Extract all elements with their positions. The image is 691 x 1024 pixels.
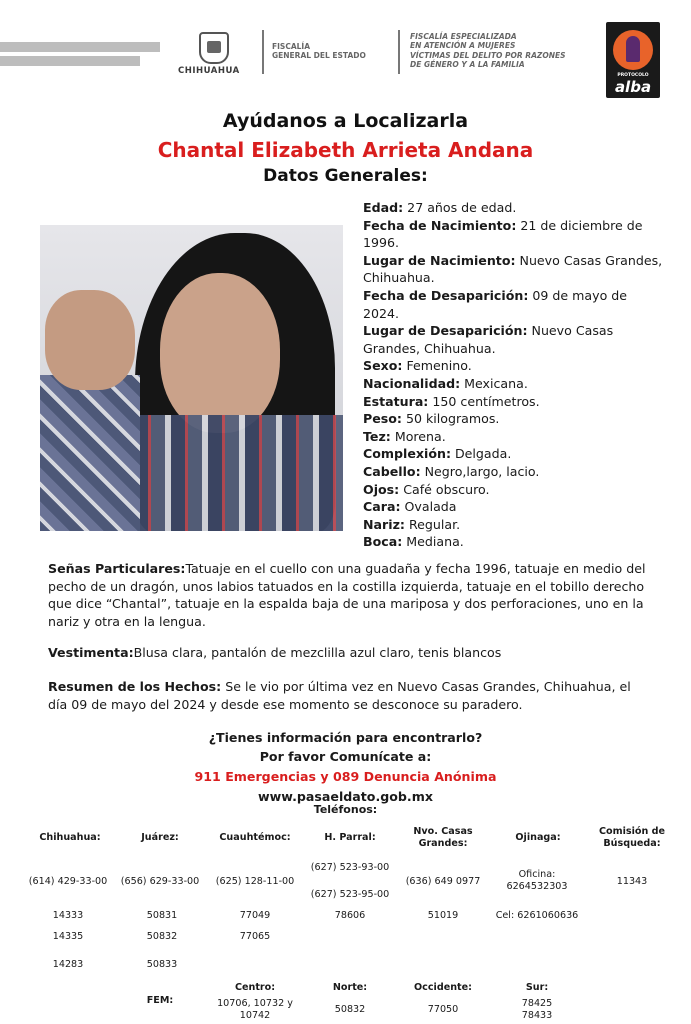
phone-header-ojinaga: Ojinaga: xyxy=(515,832,561,843)
chihuahua-shield-icon xyxy=(199,32,229,64)
phone-header-comision: Comisión de Búsqueda: xyxy=(598,826,666,849)
divider xyxy=(398,30,400,74)
general-data-row: Nacionalidad: Mexicana. xyxy=(363,375,528,391)
phone-juarez: (656) 629-33-00 xyxy=(120,876,200,887)
general-data-row: Cabello: Negro,largo, lacio. xyxy=(363,463,540,479)
ojinaga-cel: Cel: 6261060636 xyxy=(495,910,579,921)
general-data-row: Nariz: Regular. xyxy=(363,516,461,532)
general-data-row: Boca: Mediana. xyxy=(363,534,464,550)
ext-chihuahua: 14333 xyxy=(52,910,84,921)
header-stripe xyxy=(0,56,140,66)
phones-title: Teléfonos: xyxy=(313,803,378,816)
fiscalia-especializada-text: FISCALÍA ESPECIALIZADA EN ATENCIÓN A MUJERES VÍCTIMAS DEL DELITO POR RAZONES DE GÉNERO Y A LA FAMILIA xyxy=(410,32,566,70)
general-data-row: Estatura: 150 centímetros. xyxy=(363,393,540,409)
general-data-row: Edad: 27 años de edad. xyxy=(363,200,517,215)
fem-norte: 50832 xyxy=(334,1004,366,1015)
fem-header-occidente: Occidente: xyxy=(414,982,472,993)
general-data-list xyxy=(363,199,663,551)
phone-cuauhtemoc: (625) 128-11-00 xyxy=(215,876,295,887)
missing-person-name: Chantal Elizabeth Arrieta Andana xyxy=(157,138,534,162)
general-data-row: Ojos: Café obscuro. xyxy=(363,481,490,497)
contact-question: ¿Tienes información para encontrarlo? xyxy=(208,730,483,745)
ext-chihuahua: 14283 xyxy=(52,959,84,970)
divider xyxy=(262,30,264,74)
fiscalia-general-text: FISCALÍA GENERAL DEL ESTADO xyxy=(272,42,366,61)
phone-header-parral: H. Parral: xyxy=(324,832,376,843)
page-title: Ayúdanos a Localizarla xyxy=(222,110,469,132)
emergency-numbers: 911 Emergencias y 089 Denuncia Anónima xyxy=(194,769,497,784)
senas-particulares: Señas Particulares:Tatuaje en el cuello con una guadaña y fecha 1996, tatuaje en medio del pecho de un dragón, unos labios tatuados en la costilla izquierda, tatuaje en el tobillo derecho que dice “Chantal”, tatuaje en la espalda baja de una mariposa y dos perforaciones, uno en la nariz y otra en la lengua. xyxy=(48,561,646,629)
general-data-row: Tez: Morena. xyxy=(363,428,446,444)
phone-ojinaga-oficina: Oficina: 6264532303 xyxy=(506,869,568,892)
phone-comision: 11343 xyxy=(616,876,648,887)
fem-header-sur: Sur: xyxy=(525,982,549,993)
general-data-row: Peso: 50 kilogramos. xyxy=(363,411,500,427)
phone-ncg: (636) 649 0977 xyxy=(405,876,481,887)
phone-header-cuauhtemoc: Cuauhtémoc: xyxy=(219,832,291,843)
protocolo-alba-logo: PROTOCOLO alba xyxy=(606,22,660,98)
fem-header-centro: Centro: xyxy=(234,982,276,993)
general-data-row: Lugar de Nacimiento: Nuevo Casas Grandes, Chihuahua. xyxy=(363,252,663,286)
phone-header-juarez: Juárez: xyxy=(141,832,179,843)
website-link[interactable]: www.pasaeldato.gob.mx xyxy=(258,789,433,804)
phone-header-chihuahua: Chihuahua: xyxy=(39,832,101,843)
fem-header-norte: Norte: xyxy=(332,982,368,993)
fem-label: FEM: xyxy=(146,995,174,1006)
fem-occidente: 77050 xyxy=(427,1004,459,1015)
phone-parral-2: (627) 523-95-00 xyxy=(310,889,390,900)
resumen-hechos: Resumen de los Hechos: Se le vio por última vez en Nuevo Casas Grandes, Chihuahua, el día 09 de mayo del 2024 y desde ese momento se desconoce su paradero. xyxy=(48,679,631,712)
contact-please: Por favor Comunícate a: xyxy=(259,749,432,764)
general-data-row: Fecha de Desaparición: 09 de mayo de 2024. xyxy=(363,287,628,321)
header xyxy=(0,0,691,96)
vestimenta: Vestimenta:Blusa clara, pantalón de mezclilla azul claro, tenis blancos xyxy=(48,645,502,660)
ext-chihuahua: 14335 xyxy=(52,931,84,942)
section-title: Datos Generales: xyxy=(263,166,428,186)
general-data-row: Fecha de Nacimiento: 21 de diciembre de 1996. xyxy=(363,217,643,251)
ext-ncg: 51019 xyxy=(427,910,459,921)
general-data-row: Complexión: Delgada. xyxy=(363,446,512,462)
phone-parral-1: (627) 523-93-00 xyxy=(310,862,390,873)
ext-cuauhtemoc: 77065 xyxy=(239,931,271,942)
phone-header-ncg: Nvo. Casas Grandes: xyxy=(413,826,473,849)
general-data-row: Lugar de Desaparición: Nuevo Casas Grandes, Chihuahua. xyxy=(363,323,614,356)
ext-juarez: 50833 xyxy=(146,959,178,970)
header-stripe xyxy=(0,42,160,52)
fem-centro: 10706, 10732 y 10742 xyxy=(217,998,293,1021)
phone-chihuahua: (614) 429-33-00 xyxy=(28,876,108,887)
fem-sur: 78425 78433 xyxy=(521,998,553,1021)
ext-parral: 78606 xyxy=(334,910,366,921)
general-data-row: Sexo: Femenino. xyxy=(363,358,472,374)
general-data-row: Cara: Ovalada xyxy=(363,499,457,515)
ext-cuauhtemoc: 77049 xyxy=(239,910,271,921)
ext-juarez: 50832 xyxy=(146,931,178,942)
missing-person-photo xyxy=(40,225,343,531)
ext-juarez: 50831 xyxy=(146,910,178,921)
state-logo-text: CHIHUAHUA xyxy=(178,66,240,76)
